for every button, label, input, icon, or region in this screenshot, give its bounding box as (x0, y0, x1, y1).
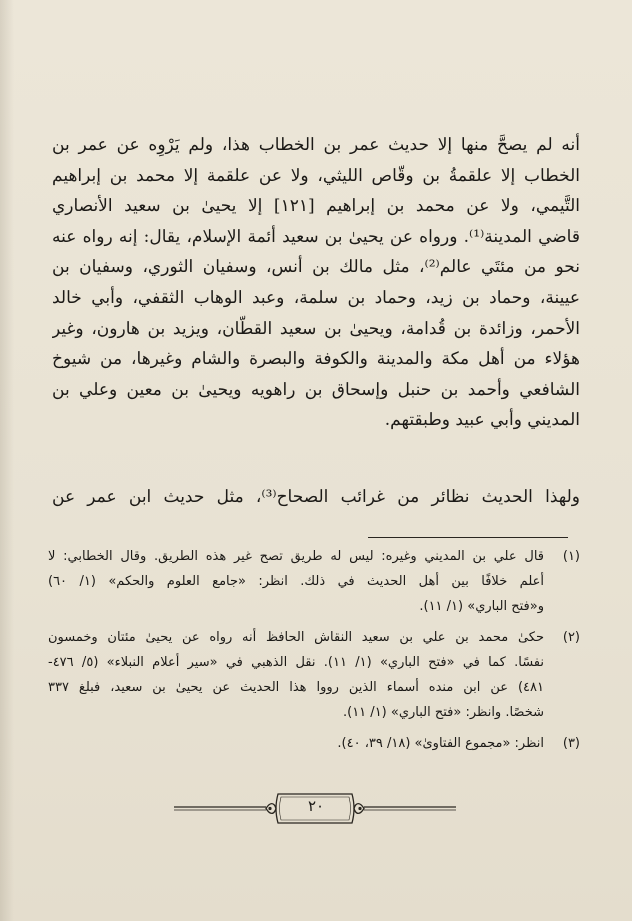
footnote-3 (48, 731, 580, 756)
text-line: أنه لم يصحَّ منها إلا حديث عمر بن الخطاب هذا، ولم يَرْوِه عن عمر بن (52, 135, 580, 155)
footnote-number: (٣) (562, 736, 580, 751)
spine-shadow (0, 0, 14, 921)
page-number: ٢٠ (307, 797, 325, 815)
text-line: عيينة، وحماد بن زيد، وحماد بن سلمة، وعبد الوهاب الثقفي، وأبي خالد (52, 287, 580, 308)
second-paragraph: ولهذا الحديث نظائر من غرائب الصحاح⁽³⁾، مثل حديث ابن عمر عن (52, 487, 580, 507)
text-line: قاضي المدينة⁽¹⁾. ورواه عن يحيىٰ بن سعيد أئمة الإسلام، يقال: إنه رواه عنه (52, 226, 580, 247)
text-line: المديني وأبي عبيد وطبقتهم. (384, 410, 580, 431)
footnote-line: قال علي بن المديني وغيره: ليس له طريق تصح غير هذه الطريق. وقال الخطابي: لا (48, 549, 544, 564)
footnote-line: نفسًا. كما في «فتح الباري» (١/ ١١). نقل الذهبي في «سير أعلام النبلاء» (٥/ ٤٧٦- (48, 655, 544, 670)
footnote-line: حكىٰ محمد بن علي بن سعيد النقاش الحافظ أنه رواه عن يحيىٰ مئتان وخمسون (48, 630, 544, 645)
footnote-number: (٢) (562, 630, 580, 645)
main-paragraph (52, 130, 580, 436)
text-line: هؤلاء من أهل مكة والمدينة والكوفة والبصرة والشام وغيرها، من شيوخ (52, 349, 580, 370)
footnote-line: ٤٨١) عن ابن منده أسماء الذين رووا هذا الحديث عن يحيىٰ بن سعيد، فبلغ ٣٣٧ (48, 680, 544, 695)
text-line: التَّيمي، ولا عن محمد بن إبراهيم [١٢١] إلا يحيىٰ بن سعيد الأنصاري (52, 196, 580, 217)
footnote-separator (368, 537, 568, 538)
text-line: نحو من مئتَي عالم⁽²⁾، مثل مالك بن أنس، وسفيان الثوري، وسفيان بن (52, 257, 580, 278)
text-line: الخطاب إلا علقمةُ بن وقّاص الليثي، ولا عن علقمة إلا محمد بن إبراهيم (52, 165, 580, 186)
footnote-line: أعلم خلافًا بين أهل الحديث في ذلك. انظر: «جامع العلوم والحكم» (١/ ٦٠) (48, 574, 544, 589)
footnote-line: انظر: «مجموع الفتاوىٰ» (١٨/ ٣٩، ٤٠). (337, 736, 544, 751)
footnote-2 (48, 625, 580, 725)
text-line: الشافعي وأحمد بن حنبل وإسحاق بن راهويه ويحيىٰ بن معين وعلي بن (52, 379, 580, 400)
footnotes (48, 544, 580, 762)
footnote-line: و«فتح الباري» (١/ ١١). (419, 599, 544, 614)
text-line: الأحمر، وزائدة بن قُدامة، ويحيىٰ بن سعيد القطّان، ويزيد بن هارون، وغير (52, 318, 580, 339)
footnote-1 (48, 544, 580, 619)
footnote-line: شخصًا. وانظر: «فتح الباري» (١/ ١١). (342, 705, 544, 720)
footnote-number: (١) (562, 549, 580, 564)
